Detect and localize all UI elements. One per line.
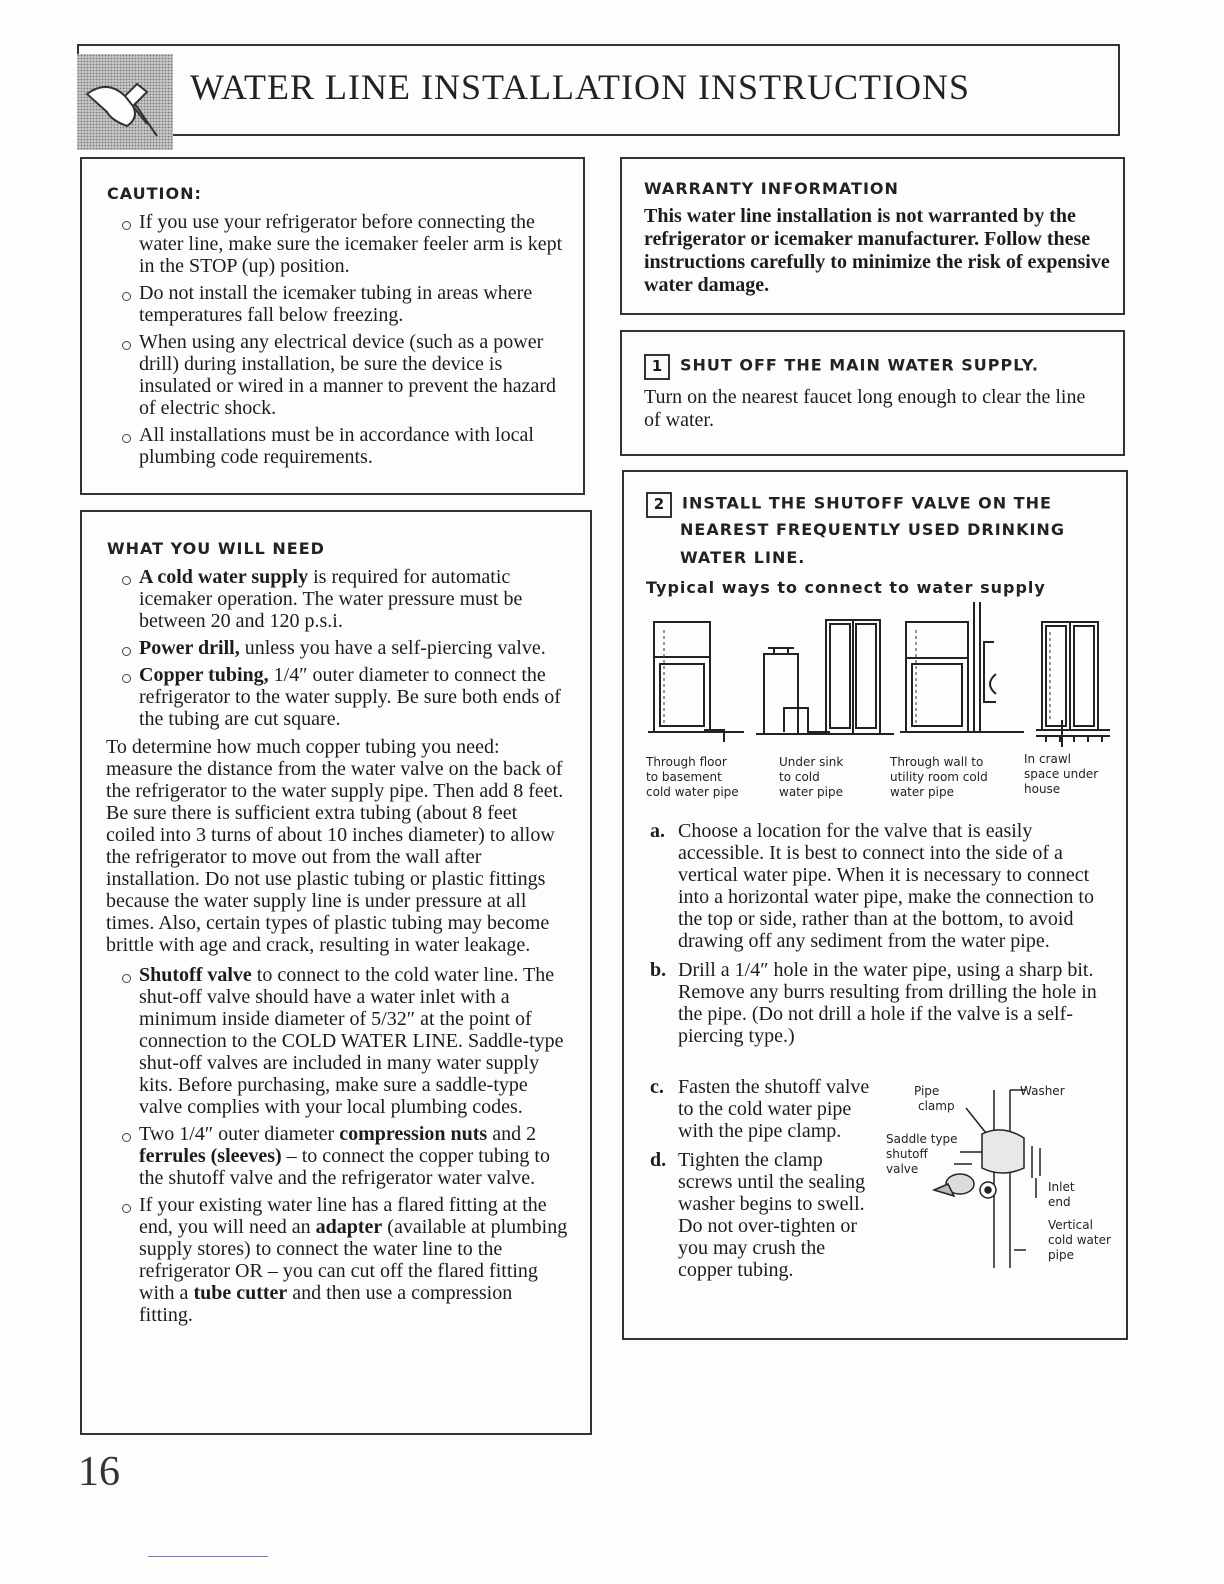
label-line: Pipe: [914, 1084, 940, 1098]
list-item: Do not install the icemaker tubing in areas where temperatures fall below freezing.: [120, 282, 570, 326]
caption-line: house: [1024, 782, 1061, 796]
label-vertical-pipe: [1048, 1218, 1111, 1263]
caution-heading: CAUTION:: [107, 184, 202, 203]
list-item: [650, 959, 1110, 1047]
step-letter: c.: [650, 1076, 664, 1098]
step-text: Drill a 1/4″ hole in the water pipe, using a sharp bit. Remove any burrs resulting from drilling the hole in the pipe. (Do not drill a hole if the valve is a self-piercing type.): [678, 959, 1097, 1047]
step2-instructions-ab: [650, 820, 1110, 1054]
typical-ways-subheading: Typical ways to connect to water supply: [646, 578, 1046, 597]
caption-line: to basement: [646, 770, 722, 784]
item-text: – to connect the copper tubing to the shutoff valve and the refrigerator water valve.: [139, 1145, 550, 1189]
label-line: Vertical: [1048, 1218, 1093, 1232]
warranty-text: This water line installation is not warranted by the refrigerator or icemaker manufacturer. Follow these instructions carefully to minimize the risk of expensive water damage.: [644, 205, 1110, 296]
step-text: Tighten the clamp screws until the sealing washer begins to swell. Do not over-tighten or you may crush the copper tubing.: [678, 1149, 866, 1281]
item-text: and then use a compression fitting.: [139, 1282, 513, 1326]
item-bold: ferrules (sleeves): [139, 1145, 282, 1167]
page-number: 16: [78, 1449, 120, 1495]
step1-box: [620, 330, 1125, 456]
label-line: valve: [886, 1162, 919, 1176]
caption-line: utility room cold: [890, 770, 988, 784]
caution-box: [80, 157, 585, 495]
step2-title: [646, 492, 1052, 518]
step-text: Fasten the shutoff valve to the cold water pipe with the pipe clamp.: [678, 1076, 870, 1142]
item-text: and 2: [487, 1123, 537, 1145]
step-text: Choose a location for the valve that is easily accessible. It is best to connect into the side of a vertical water pipe. When it is necessary to connect into a horizontal water pipe, make the connection to the top or side, rather than at the bottom, to avoid drawing off any sediment from the water pipe.: [678, 820, 1094, 952]
label-line: Inlet: [1048, 1180, 1075, 1194]
label-line: pipe: [1048, 1248, 1074, 1262]
list-item: [120, 1194, 568, 1326]
need-heading: WHAT YOU WILL NEED: [107, 539, 325, 558]
item-text: (available at plumbing supply stores) to connect the water line to the refrigerator OR – you can cut off the flared fitting with a: [139, 1216, 568, 1304]
item-bold: Shutoff valve: [139, 964, 252, 986]
caption-line: space under: [1024, 767, 1099, 781]
label-line: end: [1048, 1195, 1071, 1209]
list-item: [120, 1123, 568, 1189]
list-item: [120, 664, 568, 730]
caption-crawl-space: [1024, 752, 1098, 797]
step2-heading-line3: WATER LINE.: [680, 548, 806, 567]
water-drop-icon: [77, 54, 173, 150]
caption-through-floor: [646, 755, 739, 800]
caution-list: [120, 211, 570, 468]
item-text: Two 1/4″ outer diameter: [139, 1123, 340, 1145]
label-washer: Washer: [1020, 1084, 1065, 1098]
item-bold: adapter: [315, 1216, 383, 1238]
caption-under-sink: [779, 755, 843, 800]
item-bold: compression nuts: [339, 1123, 488, 1145]
list-item: All installations must be in accordance with local plumbing code requirements.: [120, 424, 570, 468]
list-item: [650, 1149, 872, 1281]
what-you-will-need-box: [80, 510, 592, 1435]
item-bold: Power drill,: [139, 637, 240, 659]
footer-rule: [148, 1556, 268, 1557]
list-item: [120, 964, 568, 1118]
step2-number: 2: [646, 492, 672, 518]
caption-line: water pipe: [779, 785, 843, 799]
caption-line: to cold: [779, 770, 820, 784]
tubing-paragraph: To determine how much copper tubing you need: measure the distance from the water valve on the back of the refrigerator to the water supply pipe. Then add 8 feet. Be sure there is sufficient extra tubing (about 8 feet coiled into 3 turns of about 10 inches diameter) to allow the refrigerator to move out from the wall after installation. Do not use plastic tubing or plastic fittings because the water supply line is under pressure at all times. Also, certain types of plastic tubing may become brittle with age and crack, resulting in water leakage.: [106, 736, 564, 956]
item-text: If your existing water line has a flared fitting at the end, you will need an: [139, 1194, 547, 1238]
step-letter: b.: [650, 959, 667, 981]
caption-line: water pipe: [890, 785, 954, 799]
step2-heading-line1: INSTALL THE SHUTOFF VALVE ON THE: [682, 493, 1052, 513]
list-item: [650, 1076, 872, 1142]
label-line: cold water: [1048, 1233, 1111, 1247]
step-letter: a.: [650, 820, 665, 842]
label-line: Saddle type: [886, 1132, 958, 1146]
label-line: clamp: [918, 1099, 955, 1113]
caption-line: Under sink: [779, 755, 844, 769]
warranty-heading: WARRANTY INFORMATION: [644, 179, 899, 198]
caption-line: In crawl: [1024, 752, 1071, 766]
item-bold: A cold water supply: [139, 566, 309, 588]
label-line: shutoff: [886, 1147, 928, 1161]
page-title: WATER LINE INSTALLATION INSTRUCTIONS: [190, 67, 971, 107]
step2-instructions-cd: [650, 1076, 872, 1288]
caption-line: Through floor: [646, 755, 727, 769]
item-text: to connect to the cold water line. The shut-off valve should have a water inlet with a minimum inside diameter of 5/32″ at the point of connection to the COLD WATER LINE. Saddle-type shut-off valves are included in many water supply kits. Before purchasing, make sure a saddle-type valve complies with your local plumbing codes.: [139, 964, 564, 1118]
list-item: When using any electrical device (such as a power drill) during installation, be sure the device is insulated or wired in a manner to prevent the hazard of electric shock.: [120, 331, 570, 419]
item-text: 1/4″ outer diameter to connect the refrigerator to the water supply. Be sure both ends of the tubing are cut square.: [139, 664, 561, 730]
item-bold: Copper tubing,: [139, 664, 269, 686]
step1-heading: SHUT OFF THE MAIN WATER SUPPLY.: [680, 355, 1039, 375]
step2-heading-line2: NEAREST FREQUENTLY USED DRINKING: [680, 520, 1065, 539]
step1-text: Turn on the nearest faucet long enough to clear the line of water.: [644, 386, 1086, 431]
need-list-top: [120, 566, 568, 730]
caption-line: Through wall to: [890, 755, 984, 769]
label-pipe-clamp: [914, 1084, 955, 1114]
installation-methods-illustration: [644, 602, 1114, 747]
step2-box: [622, 470, 1128, 1340]
fridge-outline: [654, 622, 710, 732]
warranty-box: [620, 157, 1125, 315]
caption-through-wall: [890, 755, 988, 800]
list-item: If you use your refrigerator before connecting the water line, make sure the icemaker feeler arm is kept in the STOP (up) position.: [120, 211, 570, 277]
need-list-bottom: [120, 964, 568, 1326]
step1-title: [644, 354, 1039, 380]
step1-number: 1: [644, 354, 670, 380]
list-item: [120, 637, 568, 659]
item-text: is required for automatic icemaker operation. The water pressure must be between 20 and 120 p.s.i.: [139, 566, 523, 632]
need-content: [106, 566, 568, 1326]
caption-line: cold water pipe: [646, 785, 739, 799]
item-text: unless you have a self-piercing valve.: [239, 637, 546, 659]
item-bold: tube cutter: [193, 1282, 288, 1304]
step-letter: d.: [650, 1149, 667, 1171]
label-saddle-valve: [886, 1132, 958, 1177]
label-inlet-end: [1048, 1180, 1075, 1210]
list-item: [650, 820, 1110, 952]
list-item: [120, 566, 568, 632]
